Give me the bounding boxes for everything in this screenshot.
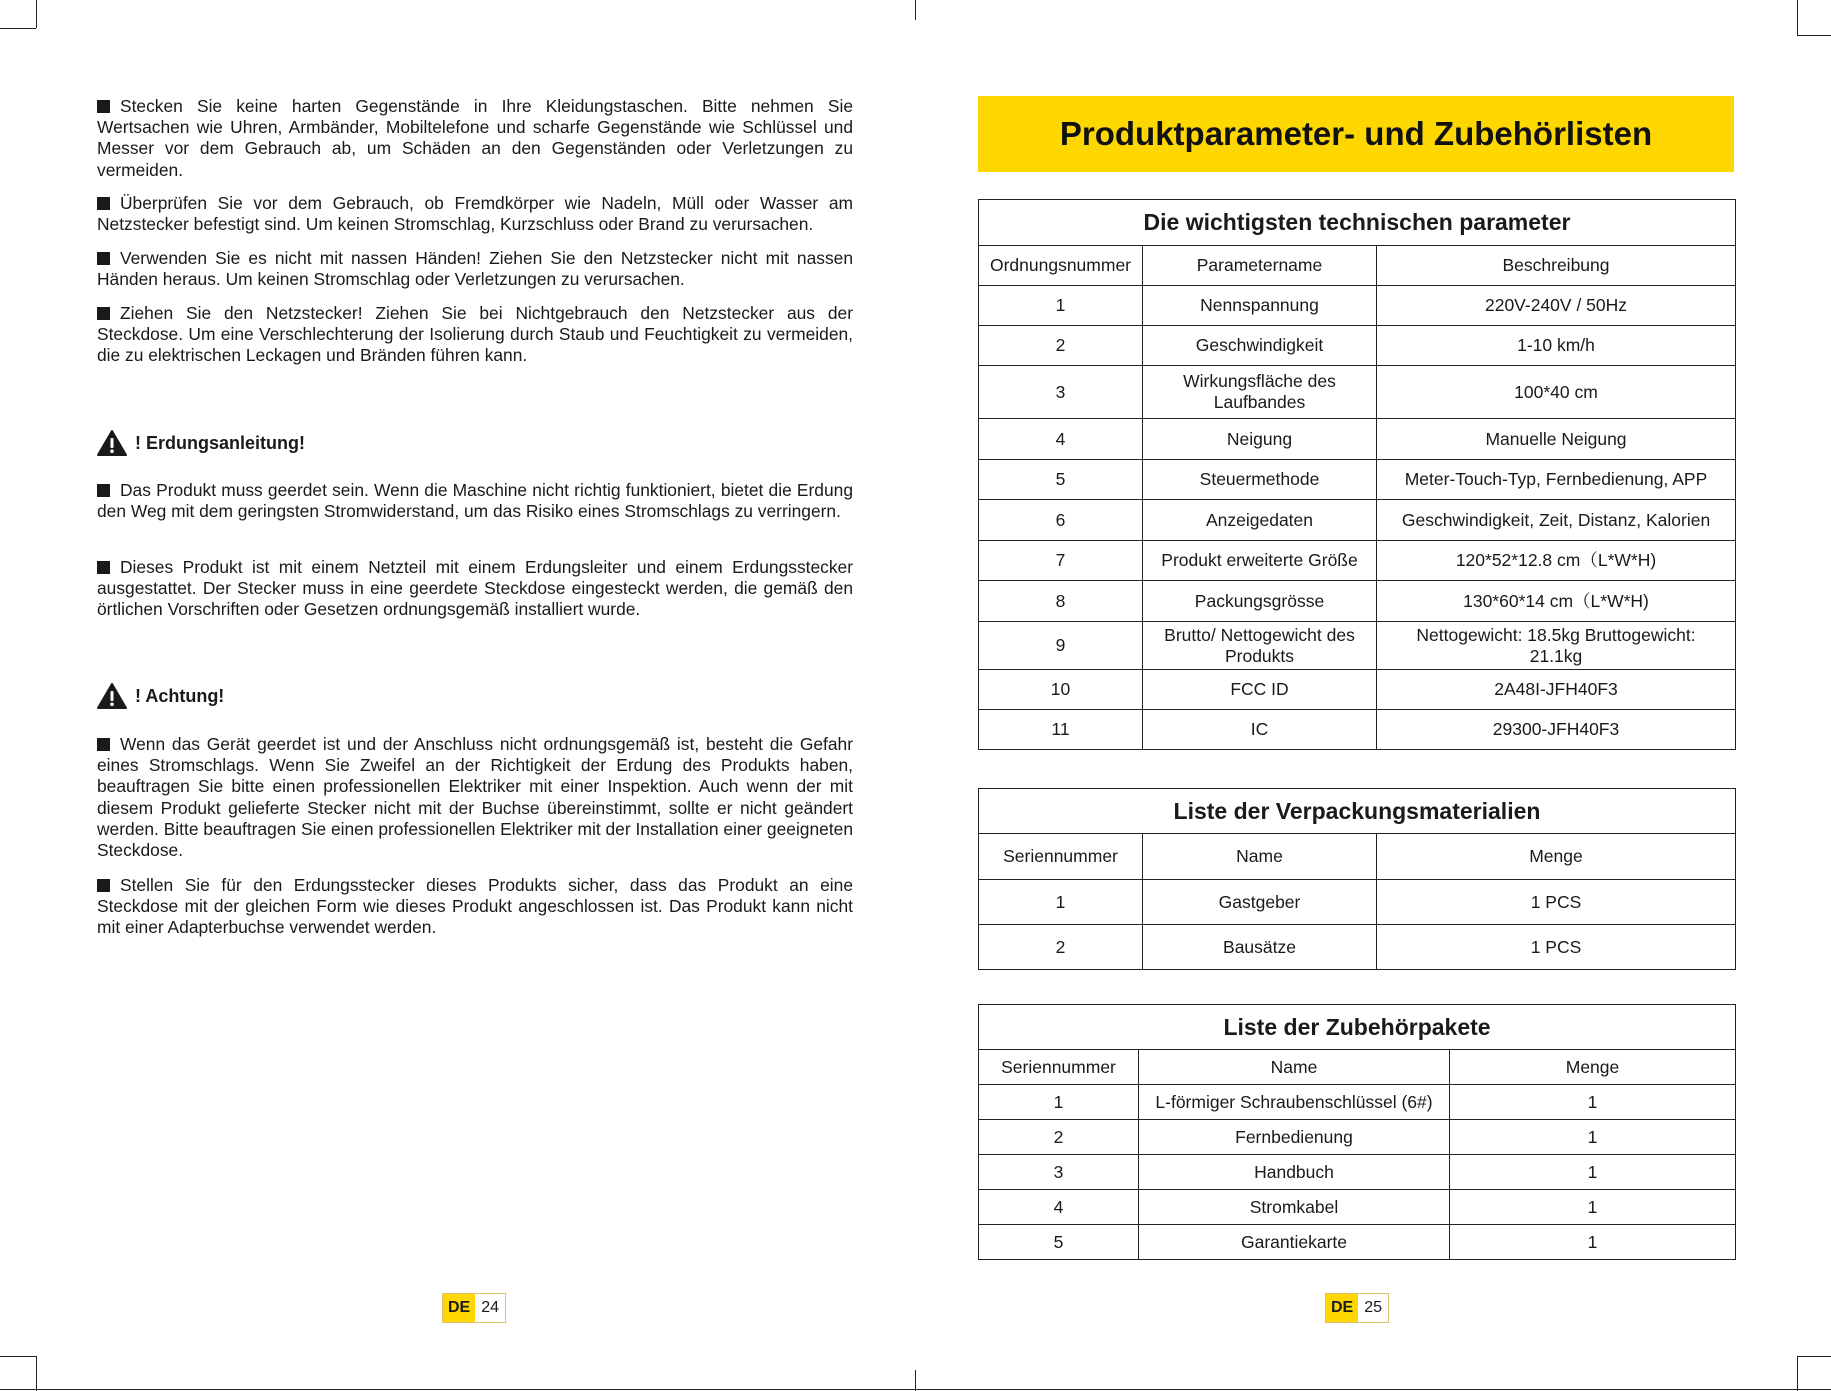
table-cell: 1: [979, 286, 1143, 326]
table-title-row: [979, 1005, 1736, 1050]
table-row: [979, 1155, 1736, 1190]
table-row: [979, 366, 1736, 419]
safety-paragraph: Überprüfen Sie vor dem Gebrauch, ob Fremdkörper wie Nadeln, Müll oder Wasser am Netzstecker befestigt sind. Um keinen Stromschlag, Kurzschluss oder Brand zu verursachen.: [97, 193, 853, 235]
square-bullet-icon: [97, 561, 110, 574]
column-header: Seriennummer: [979, 1050, 1139, 1085]
attention-heading: ! Achtung!: [97, 681, 224, 711]
grounding-paragraph: Dieses Produkt ist mit einem Netzteil mit einem Erdungsleiter und einem Erdungsstecker ausgestattet. Der Stecker muss in eine geerdete Steckdose eingesteckt werden, die gemäß den örtlichen Vorschriften oder Gesetzen ordnungsgemäß installiert wurde.: [97, 557, 853, 620]
column-header: Name: [1143, 834, 1377, 880]
column-header: Menge: [1377, 834, 1736, 880]
table-title: Liste der Zubehörpakete: [979, 1005, 1736, 1050]
right-page: [916, 0, 1831, 1391]
table-cell: 2A48I-JFH40F3: [1377, 670, 1736, 710]
table-cell: Steuermethode: [1143, 460, 1377, 500]
square-bullet-icon: [97, 738, 110, 751]
table-cell: Geschwindigkeit: [1143, 326, 1377, 366]
table-row: [979, 880, 1736, 925]
table-cell: 6: [979, 500, 1143, 541]
table-cell: 1: [1450, 1190, 1736, 1225]
table-cell: 9: [979, 622, 1143, 670]
table-cell: 1: [1450, 1225, 1736, 1260]
table-cell: Garantiekarte: [1139, 1225, 1450, 1260]
table-cell: 1 PCS: [1377, 925, 1736, 970]
table-cell: 2: [979, 1120, 1139, 1155]
page-number: 25: [1358, 1294, 1388, 1322]
table-cell: Anzeigedaten: [1143, 500, 1377, 541]
column-header: Ordnungsnummer: [979, 246, 1143, 286]
warning-triangle-icon: [97, 682, 127, 710]
column-header: Parametername: [1143, 246, 1377, 286]
table-title: Die wichtigsten technischen parameter: [979, 200, 1736, 246]
table-cell: 3: [979, 1155, 1139, 1190]
table-cell: Neigung: [1143, 419, 1377, 460]
table-title-row: [979, 789, 1736, 834]
table-cell: 5: [979, 1225, 1139, 1260]
table-row: [979, 925, 1736, 970]
table-row: [979, 1225, 1736, 1260]
square-bullet-icon: [97, 879, 110, 892]
table-cell: Nennspannung: [1143, 286, 1377, 326]
column-header: Seriennummer: [979, 834, 1143, 880]
table-cell: 5: [979, 460, 1143, 500]
table-cell: 1 PCS: [1377, 880, 1736, 925]
table-row: [979, 581, 1736, 622]
table-cell: 29300-JFH40F3: [1377, 710, 1736, 750]
table-row: [979, 670, 1736, 710]
section-banner: Produktparameter- und Zubehörlisten: [978, 96, 1734, 172]
table-cell: Nettogewicht: 18.5kg Bruttogewicht: 21.1kg: [1377, 622, 1736, 670]
table-cell: 8: [979, 581, 1143, 622]
table-cell: 1: [1450, 1085, 1736, 1120]
table-cell: Meter-Touch-Typ, Fernbedienung, APP: [1377, 460, 1736, 500]
table-cell: 3: [979, 366, 1143, 419]
table-cell: 120*52*12.8 cm（L*W*H): [1377, 541, 1736, 581]
table-row: [979, 500, 1736, 541]
table-cell: L-förmiger Schraubenschlüssel (6#): [1139, 1085, 1450, 1120]
square-bullet-icon: [97, 252, 110, 265]
table-header-row: [979, 1050, 1736, 1085]
safety-paragraph: Ziehen Sie den Netzstecker! Ziehen Sie bei Nichtgebrauch den Netzstecker aus der Steckdose. Um eine Verschlechterung der Isolierung durch Staub und Feuchtigkeit zu vermeiden, die zu elektrischen Leckagen und Bränden führen kann.: [97, 303, 853, 366]
table-cell: Geschwindigkeit, Zeit, Distanz, Kalorien: [1377, 500, 1736, 541]
technical-parameters-table: [978, 199, 1736, 750]
table-row: [979, 460, 1736, 500]
table-row: [979, 1190, 1736, 1225]
grounding-paragraph: Das Produkt muss geerdet sein. Wenn die Maschine nicht richtig funktioniert, bietet die Erdung den Weg mit dem geringsten Stromwiderstand, um das Risiko eines Stromschlags zu verringern.: [97, 480, 853, 522]
table-row: [979, 419, 1736, 460]
accessory-packages-table: [978, 1004, 1736, 1260]
table-cell: 10: [979, 670, 1143, 710]
table-row: [979, 286, 1736, 326]
table-header-row: [979, 246, 1736, 286]
square-bullet-icon: [97, 484, 110, 497]
table-cell: 1: [1450, 1120, 1736, 1155]
square-bullet-icon: [97, 307, 110, 320]
table-cell: 100*40 cm: [1377, 366, 1736, 419]
warning-triangle-icon: [97, 429, 127, 457]
table-cell: Bausätze: [1143, 925, 1377, 970]
table-row: [979, 541, 1736, 581]
table-cell: Fernbedienung: [1139, 1120, 1450, 1155]
table-cell: 130*60*14 cm（L*W*H): [1377, 581, 1736, 622]
table-cell: Manuelle Neigung: [1377, 419, 1736, 460]
table-cell: 7: [979, 541, 1143, 581]
table-row: [979, 622, 1736, 670]
table-cell: 1-10 km/h: [1377, 326, 1736, 366]
safety-paragraph: Stecken Sie keine harten Gegenstände in Ihre Kleidungstaschen. Bitte nehmen Sie Wertsachen wie Uhren, Armbänder, Mobiltelefone und scharfe Gegenstände wie Schlüssel und Messer vor dem Gebrauch ab, um Schäden an den Gegenständen oder Verletzungen zu vermeiden.: [97, 96, 853, 180]
table-cell: FCC ID: [1143, 670, 1377, 710]
page-number-footer: [1325, 1293, 1389, 1323]
language-badge: DE: [443, 1294, 475, 1322]
page-number-footer: [442, 1293, 506, 1323]
table-cell: Produkt erweiterte Größe: [1143, 541, 1377, 581]
table-cell: 2: [979, 925, 1143, 970]
left-page: [0, 0, 915, 1391]
table-cell: 4: [979, 419, 1143, 460]
table-cell: Packungsgrösse: [1143, 581, 1377, 622]
table-cell: 1: [979, 880, 1143, 925]
table-cell: Wirkungsfläche des Laufbandes: [1143, 366, 1377, 419]
table-header-row: [979, 834, 1736, 880]
column-header: Menge: [1450, 1050, 1736, 1085]
table-cell: 1: [979, 1085, 1139, 1120]
language-badge: DE: [1326, 1294, 1358, 1322]
page-number: 24: [475, 1294, 505, 1322]
table-row: [979, 326, 1736, 366]
table-cell: 2: [979, 326, 1143, 366]
attention-paragraph: Wenn das Gerät geerdet ist und der Anschluss nicht ordnungsgemäß ist, besteht die Gefahr eines Stromschlags. Wenn Sie Zweifel an der Richtigkeit der Erdung des Produkts haben, beauftragen Sie bitte einen professionellen Elektriker mit einer Inspektion. Auch wenn der mit diesem Produkt gelieferte Stecker nicht mit der Buchse übereinstimmt, sollte er nicht geändert werden. Bitte beauftragen Sie einen professionellen Elektriker mit der Installation einer geeigneten Steckdose.: [97, 734, 853, 861]
table-cell: Stromkabel: [1139, 1190, 1450, 1225]
table-title-row: [979, 200, 1736, 246]
packaging-materials-table: [978, 788, 1736, 970]
grounding-heading: ! Erdungsanleitung!: [97, 428, 305, 458]
table-row: [979, 1120, 1736, 1155]
square-bullet-icon: [97, 100, 110, 113]
table-cell: Gastgeber: [1143, 880, 1377, 925]
table-cell: 4: [979, 1190, 1139, 1225]
table-title: Liste der Verpackungsmaterialien: [979, 789, 1736, 834]
table-cell: Brutto/ Nettogewicht des Produkts: [1143, 622, 1377, 670]
safety-paragraph: Verwenden Sie es nicht mit nassen Händen! Ziehen Sie den Netzstecker nicht mit nassen Händen heraus. Um keinen Stromschlag oder Verletzungen zu verursachen.: [97, 248, 853, 290]
table-row: [979, 1085, 1736, 1120]
column-header: Name: [1139, 1050, 1450, 1085]
table-cell: 1: [1450, 1155, 1736, 1190]
table-row: [979, 710, 1736, 750]
table-cell: 220V-240V / 50Hz: [1377, 286, 1736, 326]
attention-paragraph: Stellen Sie für den Erdungsstecker dieses Produkts sicher, dass das Produkt an eine Steckdose mit der gleichen Form wie dieses Produkt angeschlossen ist. Das Produkt kann nicht mit einer Adapterbuchse verwendet werden.: [97, 875, 853, 938]
square-bullet-icon: [97, 197, 110, 210]
table-cell: IC: [1143, 710, 1377, 750]
table-cell: 11: [979, 710, 1143, 750]
table-cell: Handbuch: [1139, 1155, 1450, 1190]
column-header: Beschreibung: [1377, 246, 1736, 286]
